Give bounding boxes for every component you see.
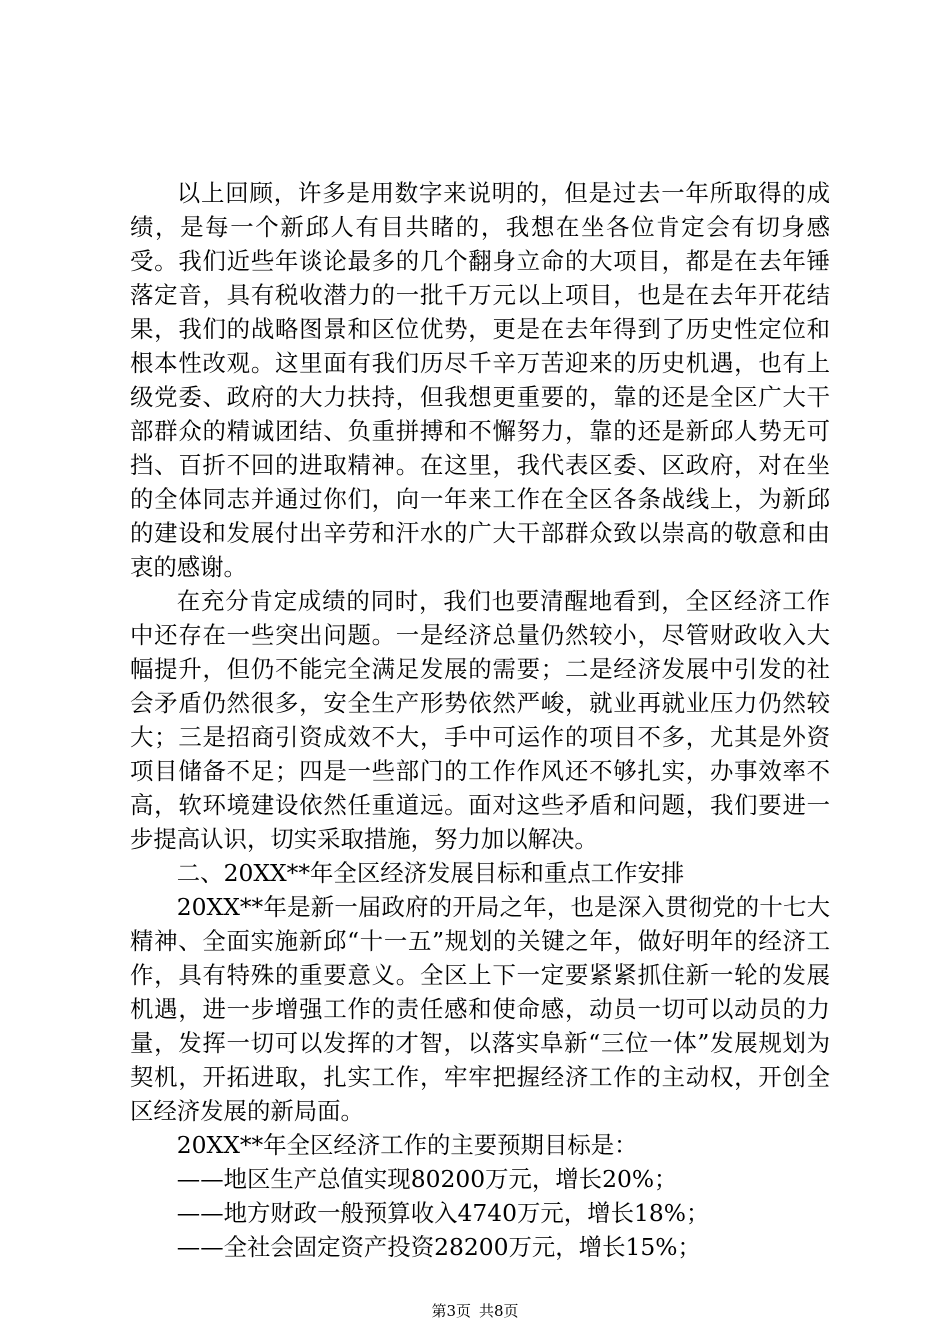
- target-item-gdp: ——地区生产总值实现80200万元，增长20%；: [176, 1165, 678, 1193]
- paragraph-goals-intro: 20XX**年是新一届政府的开局之年，也是深入贯彻党的十七大精神、全面实施新邱“十一五”规划的关键之年，做好明年的经济工作，具有特殊的重要意义。全区上下一定要紧紧抓住新一轮的发展机遇，进一步增强工作的责任感和使命感，动员一切可以动员的力量，发挥一切可以发挥的才智，以落实阜新“三位一体”发展规划为契机，开拓进取，扎实工作，牢牢把握经济工作的主动权，开创全区经济发展的新局面。: [130, 893, 830, 1125]
- page-total: 共8页: [479, 1302, 519, 1320]
- page-number: 第3页: [431, 1302, 471, 1320]
- section-heading: 二、20XX**年全区经济发展目标和重点工作安排: [176, 859, 685, 887]
- document-body: [130, 176, 830, 1264]
- paragraph-problems: 在充分肯定成绩的同时，我们也要清醒地看到，全区经济工作中还存在一些突出问题。一是经济总量仍然较小，尽管财政收入大幅提升，但仍不能完全满足发展的需要；二是经济发展中引发的社会矛盾仍然很多，安全生产形势依然严峻，就业再就业压力仍然较大；三是招商引资成效不大，手中可运作的项目不多，尤其是外资项目储备不足；四是一些部门的工作作风还不够扎实，办事效率不高，软环境建设依然任重道远。面对这些矛盾和问题，我们要进一步提高认识，切实采取措施，努力加以解决。: [130, 587, 830, 853]
- page-footer: [0, 1300, 950, 1321]
- paragraph-review: 以上回顾，许多是用数字来说明的，但是过去一年所取得的成绩，是每一个新邱人有目共睹的，我想在坐各位肯定会有切身感受。我们近些年谈论最多的几个翻身立命的大项目，都是在去年锤落定音，具有税收潜力的一批千万元以上项目，也是在去年开花结果，我们的战略图景和区位优势，更是在去年得到了历史性定位和根本性改观。这里面有我们历尽千辛万苦迎来的历史机遇，也有上级党委、政府的大力扶持，但我想更重要的，靠的还是全区广大干部群众的精诚团结、负重拼搏和不懈努力，靠的还是新邱人势无可挡、百折不回的进取精神。在这里，我代表区委、区政府，对在坐的全体同志并通过你们，向一年来工作在全区各条战线上，为新邱的建设和发展付出辛劳和汗水的广大干部群众致以崇高的敬意和由衷的感谢。: [130, 179, 830, 581]
- target-item-investment: ——全社会固定资产投资28200万元，增长15%；: [176, 1233, 701, 1261]
- paragraph-targets-lead: 20XX**年全区经济工作的主要预期目标是：: [176, 1131, 638, 1159]
- target-item-revenue: ——地方财政一般预算收入4740万元，增长18%；: [176, 1199, 710, 1227]
